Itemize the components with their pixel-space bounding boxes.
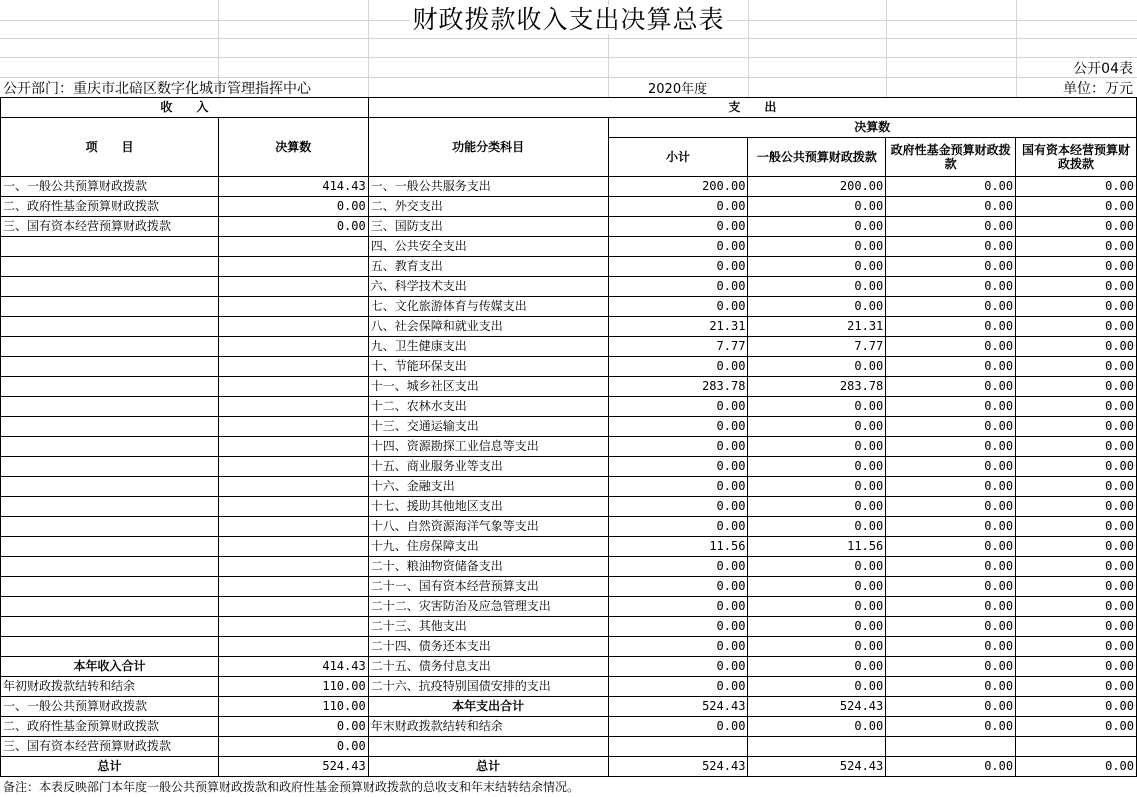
state-capital-cell: 0.00 (1016, 677, 1137, 697)
table-row (1, 697, 1137, 717)
state-capital-cell: 0.00 (1016, 377, 1137, 397)
func-category-header: 功能分类科目 (368, 118, 608, 177)
expense-item-cell: 八、社会保障和就业支出 (368, 317, 608, 337)
gov-fund-cell (886, 737, 1016, 757)
state-capital-cell: 0.00 (1016, 217, 1137, 237)
income-amount-cell (218, 377, 368, 397)
gov-fund-cell: 0.00 (886, 757, 1016, 777)
table-row (1, 417, 1137, 437)
income-item-cell (1, 317, 219, 337)
state-capital-cell: 0.00 (1016, 597, 1137, 617)
general-budget-cell: 0.00 (748, 217, 886, 237)
income-item-cell: 二、政府性基金预算财政拨款 (1, 197, 219, 217)
expense-item-cell: 十、节能环保支出 (368, 357, 608, 377)
subtotal-cell: 0.00 (608, 357, 748, 377)
general-budget-cell: 0.00 (748, 197, 886, 217)
expense-item-cell: 十九、住房保障支出 (368, 537, 608, 557)
general-budget-cell: 200.00 (748, 177, 886, 197)
subtotal-cell: 0.00 (608, 417, 748, 437)
general-budget-cell: 283.78 (748, 377, 886, 397)
expense-item-cell: 七、文化旅游体育与传媒支出 (368, 297, 608, 317)
state-capital-cell: 0.00 (1016, 317, 1137, 337)
state-capital-cell: 0.00 (1016, 537, 1137, 557)
general-budget-cell: 0.00 (748, 517, 886, 537)
form-number: 公开04表 (1073, 61, 1133, 77)
expense-item-cell: 二十二、灾害防治及应急管理支出 (368, 597, 608, 617)
subtotal-cell: 0.00 (608, 277, 748, 297)
subtotal-cell: 0.00 (608, 717, 748, 737)
expense-item-cell: 三、国防支出 (368, 217, 608, 237)
gridline (0, 57, 1137, 58)
general-budget-cell: 0.00 (748, 237, 886, 257)
expense-header: 支 出 (368, 98, 1136, 118)
gov-fund-cell: 0.00 (886, 677, 1016, 697)
income-amount-cell: 0.00 (218, 197, 368, 217)
state-capital-cell: 0.00 (1016, 477, 1137, 497)
income-amount-cell: 414.43 (218, 177, 368, 197)
income-amount-cell (218, 477, 368, 497)
general-budget-cell: 0.00 (748, 357, 886, 377)
general-budget-cell: 0.00 (748, 657, 886, 677)
income-item-cell (1, 637, 219, 657)
state-capital-cell: 0.00 (1016, 337, 1137, 357)
subtotal-cell: 0.00 (608, 677, 748, 697)
general-budget-cell: 0.00 (748, 477, 886, 497)
gov-fund-cell: 0.00 (886, 537, 1016, 557)
income-item-cell (1, 517, 219, 537)
income-item-cell (1, 397, 219, 417)
income-amount-cell: 0.00 (218, 737, 368, 757)
gov-fund-cell: 0.00 (886, 417, 1016, 437)
gov-fund-cell: 0.00 (886, 577, 1016, 597)
table-row (1, 377, 1137, 397)
income-amount-cell: 414.43 (218, 657, 368, 677)
gov-fund-cell: 0.00 (886, 217, 1016, 237)
state-capital-cell: 0.00 (1016, 457, 1137, 477)
expense-item-cell: 六、科学技术支出 (368, 277, 608, 297)
expense-item-cell: 四、公共安全支出 (368, 237, 608, 257)
income-item-cell: 三、国有资本经营预算财政拨款 (1, 217, 219, 237)
subtotal-cell: 0.00 (608, 457, 748, 477)
gov-fund-cell: 0.00 (886, 197, 1016, 217)
state-capital-cell: 0.00 (1016, 577, 1137, 597)
income-amount-cell (218, 277, 368, 297)
table-row (1, 297, 1137, 317)
general-budget-cell: 0.00 (748, 557, 886, 577)
general-budget-cell: 0.00 (748, 497, 886, 517)
page-title (0, 0, 1137, 40)
general-budget-cell: 0.00 (748, 597, 886, 617)
fiscal-year: 2020年度 (648, 82, 708, 97)
income-amount-cell (218, 497, 368, 517)
gov-fund-cell: 0.00 (886, 517, 1016, 537)
income-item-cell (1, 537, 219, 557)
state-capital-header: 国有资本经营预算财政拨款 (1016, 138, 1137, 177)
subtotal-cell: 0.00 (608, 657, 748, 677)
income-item-cell: 一、一般公共预算财政拨款 (1, 177, 219, 197)
income-item-cell: 三、国有资本经营预算财政拨款 (1, 737, 219, 757)
expense-item-cell: 九、卫生健康支出 (368, 337, 608, 357)
expense-item-cell: 五、教育支出 (368, 257, 608, 277)
gov-fund-cell: 0.00 (886, 397, 1016, 417)
general-budget-cell: 524.43 (748, 697, 886, 717)
income-amount-cell (218, 437, 368, 457)
expense-item-cell: 二十六、抗疫特别国债安排的支出 (368, 677, 608, 697)
expense-item-cell: 十五、商业服务业等支出 (368, 457, 608, 477)
general-budget-cell: 0.00 (748, 677, 886, 697)
expense-item-cell: 总计 (368, 757, 608, 777)
expense-item-cell (368, 737, 608, 757)
table-row (1, 617, 1137, 637)
expense-item-cell: 十一、城乡社区支出 (368, 377, 608, 397)
income-amount-cell (218, 257, 368, 277)
income-amount-cell (218, 357, 368, 377)
gov-fund-cell: 0.00 (886, 617, 1016, 637)
state-capital-cell: 0.00 (1016, 197, 1137, 217)
expense-item-cell: 二十、粮油物资储备支出 (368, 557, 608, 577)
state-capital-cell: 0.00 (1016, 517, 1137, 537)
income-amount-cell (218, 397, 368, 417)
income-amount-cell: 524.43 (218, 757, 368, 777)
general-budget-cell: 0.00 (748, 397, 886, 417)
budget-table (0, 97, 1137, 777)
table-row (1, 257, 1137, 277)
general-budget-cell: 7.77 (748, 337, 886, 357)
table-row (1, 517, 1137, 537)
subtotal-cell: 0.00 (608, 297, 748, 317)
expense-item-cell: 十三、交通运输支出 (368, 417, 608, 437)
state-capital-cell: 0.00 (1016, 257, 1137, 277)
general-budget-cell: 0.00 (748, 297, 886, 317)
general-budget-cell: 0.00 (748, 437, 886, 457)
income-amount-cell (218, 597, 368, 617)
income-item-cell: 总计 (1, 757, 219, 777)
subtotal-cell: 0.00 (608, 577, 748, 597)
state-capital-cell: 0.00 (1016, 177, 1137, 197)
table-row (1, 737, 1137, 757)
gov-fund-cell: 0.00 (886, 597, 1016, 617)
gov-fund-cell: 0.00 (886, 637, 1016, 657)
subtotal-cell: 200.00 (608, 177, 748, 197)
income-amount-cell (218, 317, 368, 337)
expense-item-cell: 一、一般公共服务支出 (368, 177, 608, 197)
expense-item-cell: 二十一、国有资本经营预算支出 (368, 577, 608, 597)
state-capital-cell: 0.00 (1016, 617, 1137, 637)
state-capital-cell: 0.00 (1016, 397, 1137, 417)
income-item-cell (1, 337, 219, 357)
table-row (1, 677, 1137, 697)
subtotal-cell: 7.77 (608, 337, 748, 357)
general-budget-cell: 0.00 (748, 617, 886, 637)
income-amount-cell (218, 557, 368, 577)
income-item-cell (1, 277, 219, 297)
general-budget-cell: 0.00 (748, 457, 886, 477)
gov-fund-cell: 0.00 (886, 297, 1016, 317)
gov-fund-cell: 0.00 (886, 657, 1016, 677)
expense-item-cell: 二十四、债务还本支出 (368, 637, 608, 657)
final-amount-header: 决算数 (608, 118, 1136, 138)
subtotal-cell: 21.31 (608, 317, 748, 337)
income-amount-cell (218, 337, 368, 357)
general-budget-cell: 0.00 (748, 257, 886, 277)
income-item-cell (1, 237, 219, 257)
table-row (1, 497, 1137, 517)
state-capital-cell: 0.00 (1016, 437, 1137, 457)
subtotal-cell: 11.56 (608, 537, 748, 557)
gov-fund-cell: 0.00 (886, 337, 1016, 357)
gov-fund-cell: 0.00 (886, 457, 1016, 477)
income-item-cell (1, 437, 219, 457)
table-row (1, 337, 1137, 357)
footnote: 备注：本表反映部门本年度一般公共预算财政拨款和政府性基金预算财政拨款的总收支和年末结转结余情况。 (3, 780, 580, 794)
income-item-cell (1, 297, 219, 317)
table-row (1, 357, 1137, 377)
table-row (1, 757, 1137, 777)
general-budget-header: 一般公共预算财政拨款 (748, 138, 886, 177)
income-item-cell: 一、一般公共预算财政拨款 (1, 697, 219, 717)
income-header: 收 入 (1, 98, 369, 118)
income-item-cell (1, 617, 219, 637)
general-budget-cell: 0.00 (748, 717, 886, 737)
income-amount-cell: 0.00 (218, 217, 368, 237)
income-item-cell: 本年收入合计 (1, 657, 219, 677)
state-capital-cell: 0.00 (1016, 277, 1137, 297)
general-budget-cell: 0.00 (748, 417, 886, 437)
amount-header: 决算数 (218, 118, 368, 177)
income-amount-cell (218, 297, 368, 317)
gov-fund-cell: 0.00 (886, 257, 1016, 277)
subtotal-header: 小计 (608, 138, 748, 177)
income-item-cell (1, 417, 219, 437)
income-item-cell (1, 357, 219, 377)
table-row (1, 237, 1137, 257)
gov-fund-cell: 0.00 (886, 357, 1016, 377)
subtotal-cell: 0.00 (608, 637, 748, 657)
income-amount-cell (218, 517, 368, 537)
general-budget-cell: 0.00 (748, 577, 886, 597)
income-item-cell (1, 377, 219, 397)
income-amount-cell: 110.00 (218, 697, 368, 717)
subtotal-cell (608, 737, 748, 757)
income-amount-cell (218, 237, 368, 257)
subtotal-cell: 0.00 (608, 217, 748, 237)
state-capital-cell (1016, 737, 1137, 757)
gov-fund-cell: 0.00 (886, 177, 1016, 197)
table-row (1, 577, 1137, 597)
subtotal-cell: 0.00 (608, 597, 748, 617)
table-row (1, 217, 1137, 237)
income-item-cell (1, 257, 219, 277)
general-budget-cell: 0.00 (748, 277, 886, 297)
income-amount-cell (218, 537, 368, 557)
expense-item-cell: 十二、农林水支出 (368, 397, 608, 417)
subtotal-cell: 0.00 (608, 477, 748, 497)
subtotal-cell: 0.00 (608, 437, 748, 457)
income-item-cell (1, 557, 219, 577)
general-budget-cell: 11.56 (748, 537, 886, 557)
table-row (1, 537, 1137, 557)
table-row (1, 437, 1137, 457)
subtotal-cell: 0.00 (608, 557, 748, 577)
general-budget-cell (748, 737, 886, 757)
income-item-cell (1, 577, 219, 597)
subtotal-cell: 0.00 (608, 617, 748, 637)
subtotal-cell: 524.43 (608, 697, 748, 717)
table-row (1, 177, 1137, 197)
table-row (1, 197, 1137, 217)
gov-fund-cell: 0.00 (886, 697, 1016, 717)
table-row (1, 477, 1137, 497)
income-amount-cell (218, 637, 368, 657)
gov-fund-cell: 0.00 (886, 717, 1016, 737)
expense-item-cell: 二、外交支出 (368, 197, 608, 217)
gov-fund-cell: 0.00 (886, 237, 1016, 257)
department-label: 公开部门：重庆市北碚区数字化城市管理指挥中心 (3, 81, 311, 97)
subtotal-cell: 0.00 (608, 237, 748, 257)
subtotal-cell: 0.00 (608, 397, 748, 417)
unit-label: 单位：万元 (1063, 81, 1133, 97)
subtotal-cell: 0.00 (608, 197, 748, 217)
gov-fund-cell: 0.00 (886, 277, 1016, 297)
state-capital-cell: 0.00 (1016, 637, 1137, 657)
subtotal-cell: 0.00 (608, 517, 748, 537)
income-item-cell (1, 497, 219, 517)
state-capital-cell: 0.00 (1016, 757, 1137, 777)
expense-item-cell: 十四、资源勘探工业信息等支出 (368, 437, 608, 457)
state-capital-cell: 0.00 (1016, 357, 1137, 377)
general-budget-cell: 524.43 (748, 757, 886, 777)
gov-fund-header: 政府性基金预算财政拨款 (886, 138, 1016, 177)
table-row (1, 397, 1137, 417)
gov-fund-cell: 0.00 (886, 477, 1016, 497)
table-row (1, 717, 1137, 737)
income-item-cell (1, 597, 219, 617)
income-amount-cell (218, 417, 368, 437)
subtotal-cell: 0.00 (608, 497, 748, 517)
table-row (1, 597, 1137, 617)
income-amount-cell (218, 577, 368, 597)
state-capital-cell: 0.00 (1016, 657, 1137, 677)
gov-fund-cell: 0.00 (886, 557, 1016, 577)
state-capital-cell: 0.00 (1016, 297, 1137, 317)
general-budget-cell: 0.00 (748, 637, 886, 657)
general-budget-cell: 21.31 (748, 317, 886, 337)
subtotal-cell: 0.00 (608, 257, 748, 277)
expense-item-cell: 十八、自然资源海洋气象等支出 (368, 517, 608, 537)
income-amount-cell: 110.00 (218, 677, 368, 697)
table-row (1, 317, 1137, 337)
income-item-cell: 二、政府性基金预算财政拨款 (1, 717, 219, 737)
state-capital-cell: 0.00 (1016, 417, 1137, 437)
expense-item-cell: 年末财政拨款结转和结余 (368, 717, 608, 737)
expense-item-cell: 十六、金融支出 (368, 477, 608, 497)
subtotal-cell: 283.78 (608, 377, 748, 397)
table-row (1, 657, 1137, 677)
income-amount-cell: 0.00 (218, 717, 368, 737)
item-header: 项 目 (1, 118, 219, 177)
table-row (1, 277, 1137, 297)
table-row (1, 457, 1137, 477)
income-amount-cell (218, 617, 368, 637)
table-row (1, 557, 1137, 577)
income-item-cell (1, 457, 219, 477)
state-capital-cell: 0.00 (1016, 557, 1137, 577)
table-row (1, 637, 1137, 657)
income-amount-cell (218, 457, 368, 477)
gov-fund-cell: 0.00 (886, 317, 1016, 337)
expense-item-cell: 二十五、债务付息支出 (368, 657, 608, 677)
expense-item-cell: 十七、援助其他地区支出 (368, 497, 608, 517)
state-capital-cell: 0.00 (1016, 697, 1137, 717)
expense-item-cell: 本年支出合计 (368, 697, 608, 717)
income-item-cell (1, 477, 219, 497)
state-capital-cell: 0.00 (1016, 497, 1137, 517)
state-capital-cell: 0.00 (1016, 717, 1137, 737)
subtotal-cell: 524.43 (608, 757, 748, 777)
gov-fund-cell: 0.00 (886, 497, 1016, 517)
page-title-text: 财政拨款收入支出决算总表 (412, 5, 725, 34)
state-capital-cell: 0.00 (1016, 237, 1137, 257)
gov-fund-cell: 0.00 (886, 437, 1016, 457)
income-item-cell: 年初财政拨款结转和结余 (1, 677, 219, 697)
expense-item-cell: 二十三、其他支出 (368, 617, 608, 637)
gov-fund-cell: 0.00 (886, 377, 1016, 397)
